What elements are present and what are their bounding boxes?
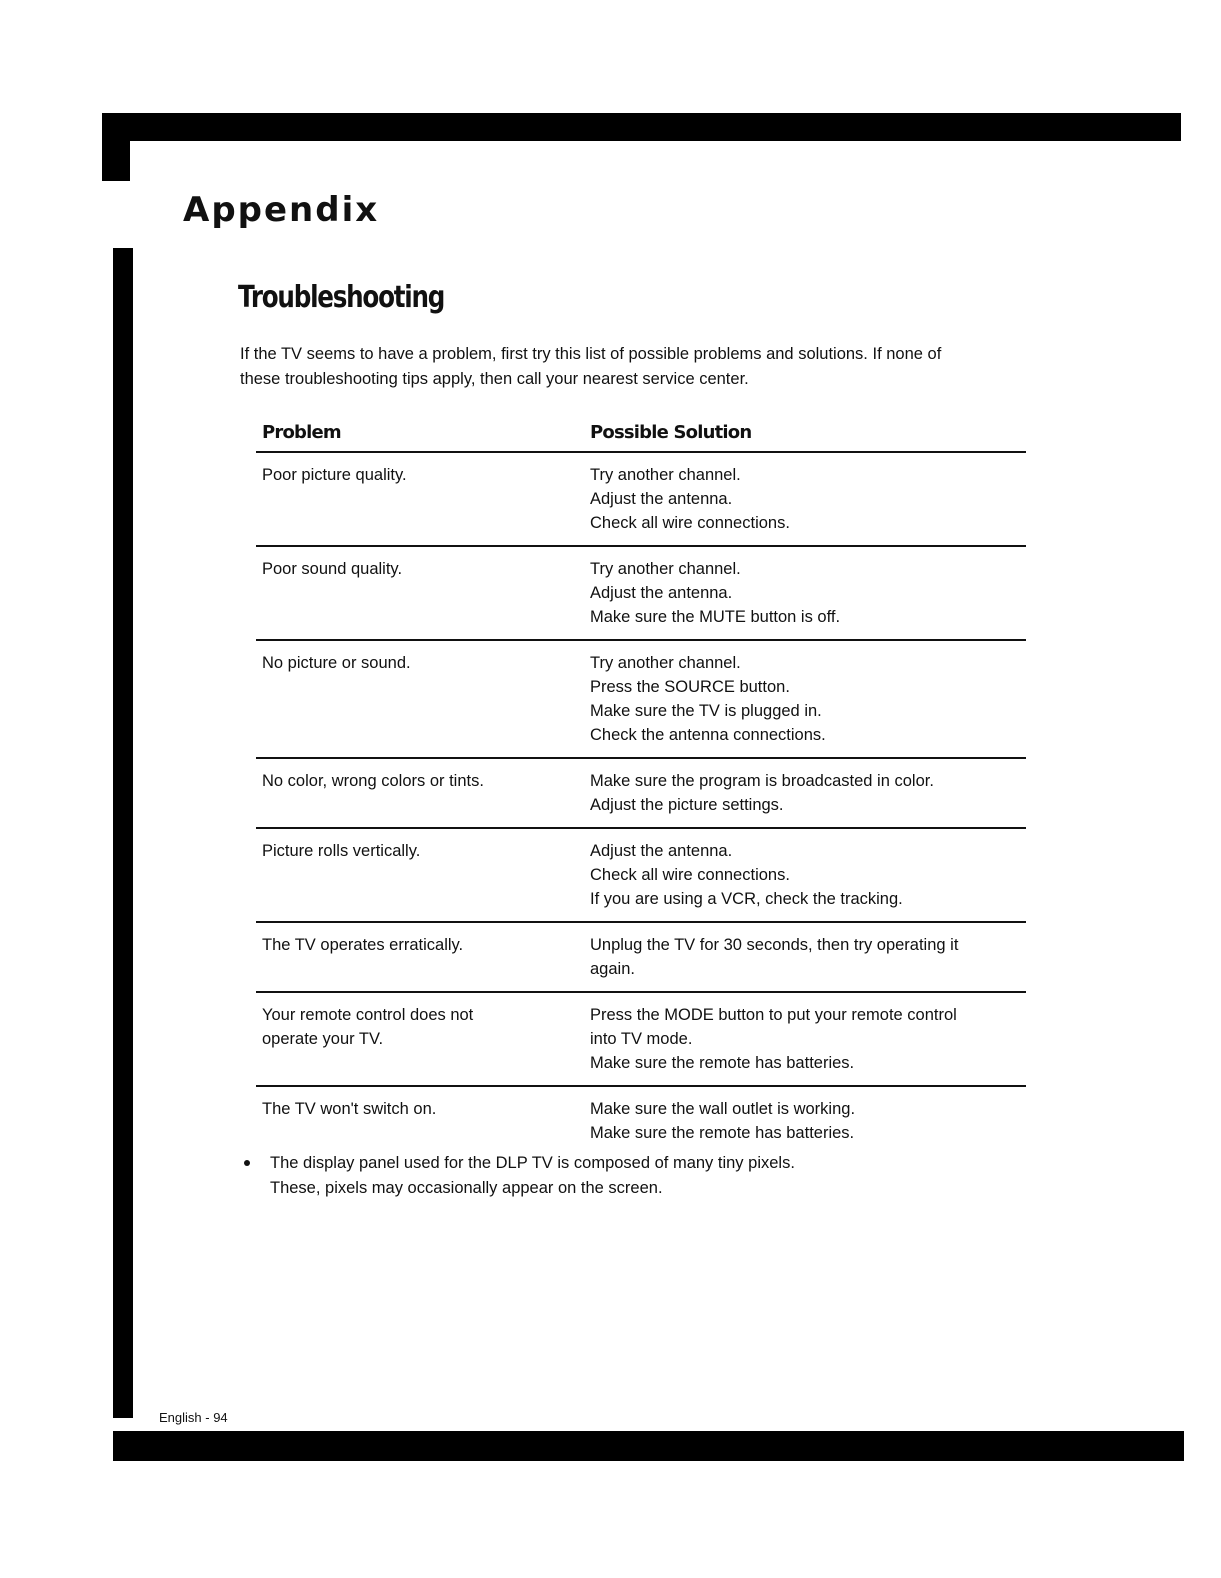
intro-line: If the TV seems to have a problem, first try this list of possible problems and solutions. If none of: [240, 345, 942, 363]
note-line: These, pixels may occasionally appear on the screen.: [270, 1179, 663, 1197]
solution-text: Adjust the antenna.: [590, 842, 733, 860]
problem-text: No picture or sound.: [262, 654, 411, 672]
problem-text: Picture rolls vertically.: [262, 842, 421, 860]
solution-text: Make sure the remote has batteries.: [590, 1124, 855, 1142]
table-row: [256, 922, 1026, 992]
section-title: Troubleshooting: [238, 280, 445, 315]
problem-text: Poor picture quality.: [262, 466, 407, 484]
chapter-title: Appendix: [183, 190, 380, 230]
side-bar: [113, 248, 133, 1418]
solution-text: Make sure the wall outlet is working.: [590, 1100, 856, 1118]
intro-line: these troubleshooting tips apply, then call your nearest service center.: [240, 370, 749, 388]
problem-cell: [256, 828, 584, 922]
solution-cell: [584, 1086, 1026, 1155]
solution-cell: [584, 992, 1026, 1086]
solution-text: into TV mode.: [590, 1030, 693, 1048]
header-bar-tab: [102, 113, 130, 181]
note-bullet: [244, 1151, 1004, 1201]
solution-cell: [584, 640, 1026, 758]
problem-cell: [256, 546, 584, 640]
footer-bar: [113, 1431, 1184, 1461]
problem-text: The TV operates erratically.: [262, 936, 464, 954]
solution-text: Make sure the remote has batteries.: [590, 1054, 855, 1072]
table-row: [256, 828, 1026, 922]
problem-cell: [256, 922, 584, 992]
solution-cell: [584, 758, 1026, 828]
problem-cell: [256, 758, 584, 828]
solution-text: Press the SOURCE button.: [590, 678, 790, 696]
problem-cell: [256, 640, 584, 758]
solution-cell: [584, 546, 1026, 640]
solution-text: Unplug the TV for 30 seconds, then try operating it: [590, 936, 959, 954]
problem-text: No color, wrong colors or tints.: [262, 772, 484, 790]
problem-cell: [256, 992, 584, 1086]
solution-text: If you are using a VCR, check the tracking.: [590, 890, 903, 908]
solution-text: Make sure the MUTE button is off.: [590, 608, 841, 626]
problem-cell: [256, 452, 584, 546]
table-row: [256, 452, 1026, 546]
table-row: [256, 758, 1026, 828]
solution-text: Try another channel.: [590, 654, 741, 672]
table-row: [256, 640, 1026, 758]
table-row: [256, 546, 1026, 640]
note-line: The display panel used for the DLP TV is composed of many tiny pixels.: [270, 1154, 795, 1172]
solution-text: Try another channel.: [590, 466, 741, 484]
table-header-row: [256, 418, 1026, 452]
solution-text: Make sure the TV is plugged in.: [590, 702, 822, 720]
problem-text: Your remote control does not: [262, 1006, 474, 1024]
solution-text: Try another channel.: [590, 560, 741, 578]
problem-text: operate your TV.: [262, 1030, 384, 1048]
solution-text: Make sure the program is broadcasted in color.: [590, 772, 934, 790]
solution-text: Adjust the picture settings.: [590, 796, 784, 814]
column-header-solution: Possible Solution: [584, 418, 1026, 452]
header-bar: [102, 113, 1181, 141]
bullet-icon: [244, 1160, 250, 1166]
solution-text: Check all wire connections.: [590, 866, 790, 884]
solution-text: Check the antenna connections.: [590, 726, 826, 744]
solution-cell: [584, 922, 1026, 992]
column-header-problem: Problem: [256, 418, 584, 452]
solution-text: again.: [590, 960, 635, 978]
solution-text: Adjust the antenna.: [590, 490, 733, 508]
table-row: [256, 1086, 1026, 1155]
intro-paragraph: [240, 342, 1040, 392]
solution-cell: [584, 828, 1026, 922]
solution-text: Press the MODE button to put your remote control: [590, 1006, 957, 1024]
troubleshooting-table: [256, 418, 1026, 1155]
table-body: [256, 452, 1026, 1155]
problem-text: The TV won't switch on.: [262, 1100, 437, 1118]
solution-text: Adjust the antenna.: [590, 584, 733, 602]
table-row: [256, 992, 1026, 1086]
problem-text: Poor sound quality.: [262, 560, 403, 578]
problem-cell: [256, 1086, 584, 1155]
page-number: English - 94: [159, 1410, 228, 1425]
solution-cell: [584, 452, 1026, 546]
solution-text: Check all wire connections.: [590, 514, 790, 532]
